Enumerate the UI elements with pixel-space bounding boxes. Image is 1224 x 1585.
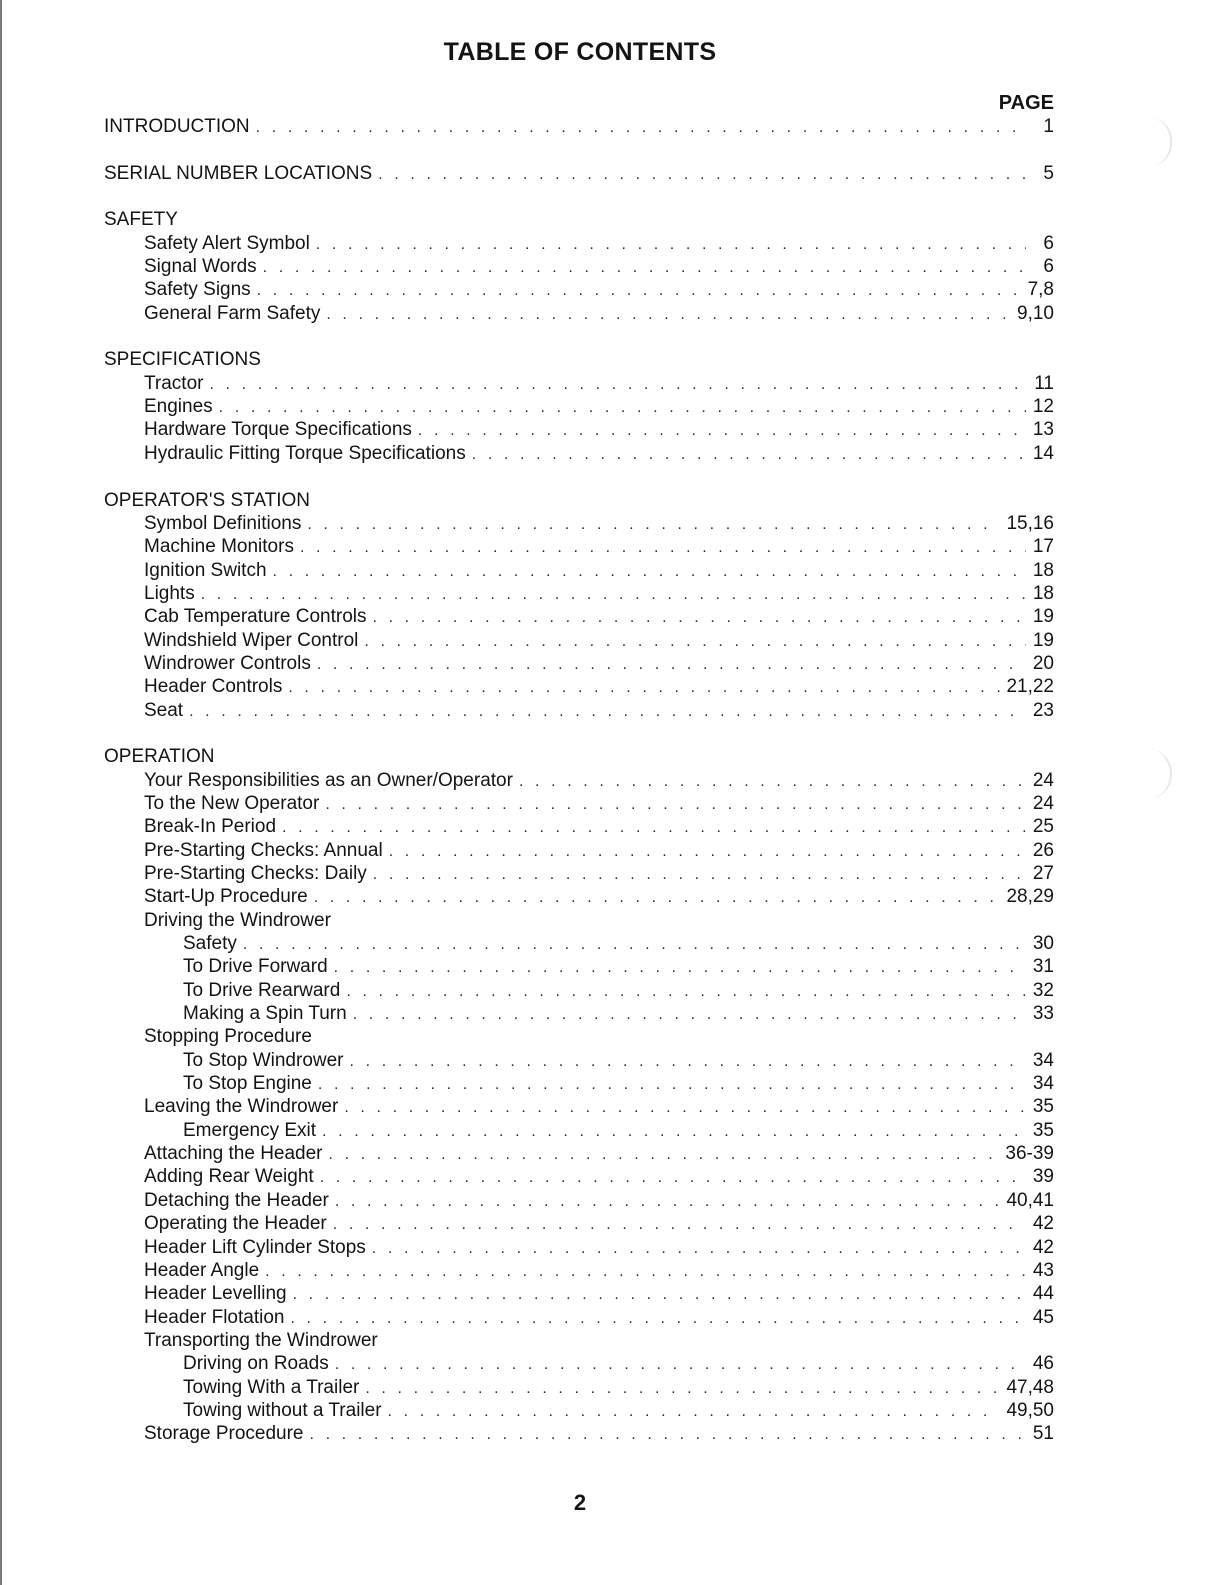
toc-entry[interactable]: [104, 583, 1054, 606]
dot-leader: [307, 516, 1000, 534]
toc-entry[interactable]: [104, 630, 1054, 653]
toc-entry-label: Break-In Period: [144, 816, 277, 838]
dot-leader: [243, 936, 1026, 954]
toc-entry[interactable]: [104, 279, 1054, 302]
toc-entry-page: 6: [1043, 256, 1054, 278]
toc-entry-label: OPERATION: [104, 746, 215, 768]
dot-leader: [322, 1123, 1026, 1141]
toc-entry[interactable]: [104, 1400, 1054, 1423]
toc-entry-label: Stopping Procedure: [144, 1026, 312, 1048]
toc-entry[interactable]: [104, 816, 1054, 839]
toc-entry[interactable]: [104, 793, 1054, 816]
toc-entry-label: Start-Up Procedure: [144, 886, 308, 908]
toc-entry[interactable]: [104, 560, 1054, 583]
toc-entry-page: 35: [1032, 1096, 1054, 1118]
page-left-edge: [0, 0, 2, 1585]
toc-entry[interactable]: [104, 1190, 1054, 1213]
dot-leader: [519, 773, 1026, 791]
page-number: 2: [573, 1490, 587, 1515]
toc-entry-label: Making a Spin Turn: [183, 1003, 347, 1025]
dot-leader: [317, 656, 1026, 674]
toc-entry-label: Hydraulic Fitting Torque Specifications: [144, 442, 466, 464]
dot-leader: [372, 609, 1026, 627]
toc-entry-page: 17: [1032, 536, 1054, 558]
toc-entry[interactable]: [104, 700, 1054, 723]
dot-leader: [293, 1286, 1026, 1304]
toc-entry[interactable]: [104, 513, 1054, 536]
dot-leader: [346, 983, 1026, 1001]
binder-hole-shadow-middle: [1140, 748, 1172, 800]
dot-leader: [372, 1240, 1026, 1258]
toc-entry-label: Detaching the Header: [144, 1189, 329, 1211]
toc-entry[interactable]: [104, 396, 1054, 419]
toc-entry[interactable]: [104, 1073, 1054, 1096]
dot-leader: [282, 819, 1026, 837]
toc-entry-label: Safety: [183, 933, 237, 955]
dot-leader: [373, 866, 1026, 884]
toc-entry-page: 42: [1032, 1236, 1054, 1258]
toc-entry-page: 26: [1032, 839, 1054, 861]
dot-leader: [350, 1053, 1026, 1071]
toc-section-heading: [104, 1026, 1054, 1049]
dot-leader: [344, 1099, 1026, 1117]
dot-leader: [265, 1263, 1026, 1281]
toc-entry[interactable]: [104, 419, 1054, 442]
dot-leader: [273, 563, 1026, 581]
page-column-header: PAGE: [998, 92, 1054, 114]
toc-entry-page: 1: [1043, 116, 1054, 137]
toc-entry[interactable]: [104, 1423, 1054, 1446]
dot-leader: [189, 703, 1026, 721]
toc-entry-label: Windshield Wiper Control: [144, 629, 359, 651]
toc-entry-label: Driving on Roads: [183, 1353, 329, 1375]
toc-entry-page: 27: [1032, 863, 1054, 884]
binder-hole-shadow-top: [1150, 118, 1172, 166]
dot-leader: [320, 1169, 1026, 1187]
toc-entry-page: 7,8: [1027, 279, 1054, 301]
dot-leader: [329, 1146, 1000, 1164]
toc-entry-page: 45: [1032, 1306, 1054, 1328]
toc-entry-label: To Stop Windrower: [183, 1049, 344, 1071]
toc-entry-label: SAFETY: [104, 209, 178, 231]
toc-entry-page: 19: [1032, 606, 1054, 628]
table-of-contents: [104, 116, 1054, 1447]
toc-entry-label: Header Flotation: [144, 1306, 285, 1328]
toc-entry[interactable]: [104, 373, 1054, 396]
toc-entry-label: To Drive Forward: [183, 956, 328, 978]
toc-entry[interactable]: [104, 1213, 1054, 1236]
section-spacer: [104, 466, 1054, 489]
toc-entry-page: 39: [1032, 1166, 1054, 1188]
toc-entry-label: Leaving the Windrower: [144, 1096, 339, 1118]
toc-section-heading: [104, 209, 1054, 232]
toc-entry-label: Pre-Starting Checks: Daily: [144, 863, 367, 884]
toc-entry[interactable]: [104, 1166, 1054, 1189]
toc-entry[interactable]: [104, 1377, 1054, 1400]
dot-leader: [300, 539, 1026, 557]
dot-leader: [201, 586, 1026, 604]
toc-section-heading: [104, 910, 1054, 933]
toc-entry-label: Cab Temperature Controls: [144, 606, 367, 628]
toc-entry-label: OPERATOR'S STATION: [104, 489, 310, 511]
toc-entry-label: Storage Procedure: [144, 1423, 304, 1445]
toc-entry-label: Windrower Controls: [144, 652, 311, 674]
toc-entry-label: INTRODUCTION: [104, 116, 250, 137]
dot-leader: [263, 259, 1026, 277]
toc-entry-label: Header Angle: [144, 1259, 260, 1281]
toc-section-heading: [104, 1330, 1054, 1353]
toc-entry-page: 23: [1032, 699, 1054, 721]
dot-leader: [334, 959, 1026, 977]
toc-entry-label: To the New Operator: [144, 792, 320, 814]
dot-leader: [365, 1380, 1000, 1398]
dot-leader: [290, 1310, 1026, 1328]
toc-entry[interactable]: [104, 1283, 1054, 1306]
toc-entry-page: 25: [1032, 816, 1054, 838]
toc-entry[interactable]: [104, 770, 1054, 793]
toc-entry-label: Seat: [144, 699, 184, 721]
dot-leader: [333, 1216, 1026, 1234]
toc-entry-label: Towing without a Trailer: [183, 1399, 382, 1421]
dot-leader: [389, 843, 1026, 861]
toc-entry[interactable]: [104, 676, 1054, 699]
toc-entry-label: General Farm Safety: [144, 302, 321, 324]
document-title: TABLE OF CONTENTS: [443, 38, 717, 66]
toc-entry-label: Operating the Header: [144, 1213, 327, 1235]
dot-leader: [335, 1193, 1001, 1211]
section-spacer: [104, 186, 1054, 209]
toc-entry-page: 5: [1043, 162, 1054, 184]
toc-entry-page: 14: [1032, 442, 1054, 464]
toc-entry[interactable]: [104, 1307, 1054, 1330]
toc-entry-label: Machine Monitors: [144, 536, 294, 558]
dot-leader: [388, 1403, 1001, 1421]
dot-leader: [364, 633, 1026, 651]
toc-section-heading: [104, 490, 1054, 513]
toc-entry-page: 15,16: [1006, 512, 1054, 534]
toc-entry-label: Transporting the Windrower: [144, 1329, 378, 1351]
toc-entry[interactable]: [104, 956, 1054, 979]
toc-entry-page: 34: [1032, 1073, 1054, 1095]
toc-entry-label: Engines: [144, 396, 213, 418]
toc-entry-label: Header Lift Cylinder Stops: [144, 1236, 366, 1258]
toc-entry-page: 11: [1034, 372, 1054, 394]
toc-entry[interactable]: [104, 933, 1054, 956]
toc-entry-label: Signal Words: [144, 256, 257, 278]
toc-entry-label: Safety Alert Symbol: [144, 232, 310, 254]
dot-leader: [472, 446, 1026, 464]
dot-leader: [318, 1076, 1026, 1094]
toc-entry-page: 46: [1032, 1353, 1054, 1375]
dot-leader: [257, 282, 1022, 300]
toc-entry[interactable]: [104, 1050, 1054, 1073]
toc-entry-page: 6: [1043, 232, 1054, 254]
toc-entry-page: 24: [1032, 769, 1054, 791]
dot-leader: [335, 1356, 1026, 1374]
toc-entry-page: 51: [1032, 1423, 1054, 1445]
toc-entry[interactable]: [104, 163, 1054, 186]
dot-leader: [256, 119, 1026, 137]
toc-entry[interactable]: [104, 840, 1054, 863]
toc-entry-page: 43: [1032, 1259, 1054, 1281]
toc-entry[interactable]: [104, 886, 1054, 909]
toc-entry-page: 36-39: [1005, 1143, 1054, 1165]
toc-entry-label: Ignition Switch: [144, 559, 267, 581]
toc-entry-page: 49,50: [1006, 1399, 1054, 1421]
toc-entry-page: 35: [1032, 1119, 1054, 1141]
dot-leader: [219, 399, 1026, 417]
dot-leader: [310, 1426, 1027, 1444]
toc-entry-page: 47,48: [1006, 1376, 1054, 1398]
toc-entry-label: Safety Signs: [144, 279, 251, 301]
toc-entry-label: Towing With a Trailer: [183, 1376, 360, 1398]
dot-leader: [316, 236, 1026, 254]
toc-entry[interactable]: [104, 1260, 1054, 1283]
toc-entry[interactable]: [104, 863, 1054, 886]
toc-entry-page: 34: [1032, 1049, 1054, 1071]
section-spacer: [104, 723, 1054, 746]
toc-entry[interactable]: [104, 1096, 1054, 1119]
toc-entry-page: 28,29: [1006, 886, 1054, 908]
toc-entry-page: 44: [1032, 1283, 1054, 1305]
toc-entry-page: 19: [1032, 629, 1054, 651]
dot-leader: [209, 376, 1026, 394]
toc-entry-page: 12: [1032, 396, 1054, 418]
toc-entry[interactable]: [104, 303, 1054, 326]
toc-entry-page: 24: [1032, 792, 1054, 814]
toc-entry-label: Attaching the Header: [144, 1143, 323, 1165]
toc-entry-page: 18: [1032, 582, 1054, 604]
toc-section-heading: [104, 349, 1054, 372]
dot-leader: [325, 796, 1026, 814]
toc-entry-label: Header Levelling: [144, 1283, 287, 1305]
toc-entry-label: Lights: [144, 582, 195, 604]
toc-entry-label: Tractor: [144, 372, 204, 394]
toc-entry[interactable]: [104, 606, 1054, 629]
toc-entry-label: To Stop Engine: [183, 1073, 312, 1095]
toc-entry-page: 20: [1032, 652, 1054, 674]
section-spacer: [104, 139, 1054, 162]
toc-entry[interactable]: [104, 443, 1054, 466]
toc-entry-label: Driving the Windrower: [144, 909, 331, 931]
toc-entry-page: 21,22: [1006, 676, 1054, 698]
toc-entry[interactable]: [104, 1237, 1054, 1260]
toc-entry[interactable]: [104, 1353, 1054, 1376]
toc-entry-page: 32: [1032, 979, 1054, 1001]
toc-section-heading: [104, 746, 1054, 769]
toc-entry[interactable]: [104, 1120, 1054, 1143]
section-spacer: [104, 326, 1054, 349]
toc-entry[interactable]: [104, 536, 1054, 559]
toc-entry[interactable]: [104, 116, 1054, 139]
dot-leader: [326, 306, 1011, 324]
toc-entry-label: SPECIFICATIONS: [104, 349, 261, 371]
toc-entry[interactable]: [104, 256, 1054, 279]
toc-entry-page: 30: [1032, 933, 1054, 955]
toc-entry-label: Header Controls: [144, 676, 283, 698]
toc-entry-label: SERIAL NUMBER LOCATIONS: [104, 162, 373, 184]
dot-leader: [314, 889, 1001, 907]
toc-entry-label: Emergency Exit: [183, 1119, 317, 1141]
toc-entry[interactable]: [104, 233, 1054, 256]
dot-leader: [353, 1006, 1026, 1024]
toc-entry-page: 13: [1032, 419, 1054, 441]
toc-entry[interactable]: [104, 1003, 1054, 1026]
toc-entry-label: Hardware Torque Specifications: [144, 419, 412, 441]
dot-leader: [418, 422, 1026, 440]
toc-entry-page: 9,10: [1017, 302, 1054, 324]
toc-entry-label: Adding Rear Weight: [144, 1166, 314, 1188]
dot-leader: [288, 679, 1000, 697]
toc-entry-page: 31: [1032, 956, 1054, 978]
toc-entry-label: Pre-Starting Checks: Annual: [144, 839, 383, 861]
toc-entry[interactable]: [104, 980, 1054, 1003]
toc-entry-page: 18: [1032, 559, 1054, 581]
toc-entry-page: 33: [1032, 1003, 1054, 1025]
toc-entry-page: 40,41: [1006, 1189, 1054, 1211]
toc-entry-page: 42: [1032, 1213, 1054, 1235]
toc-entry[interactable]: [104, 1143, 1054, 1166]
toc-entry-label: To Drive Rearward: [183, 979, 341, 1001]
toc-entry-label: Symbol Definitions: [144, 512, 302, 534]
dot-leader: [378, 166, 1026, 184]
toc-entry-label: Your Responsibilities as an Owner/Operator: [144, 769, 513, 791]
toc-entry[interactable]: [104, 653, 1054, 676]
